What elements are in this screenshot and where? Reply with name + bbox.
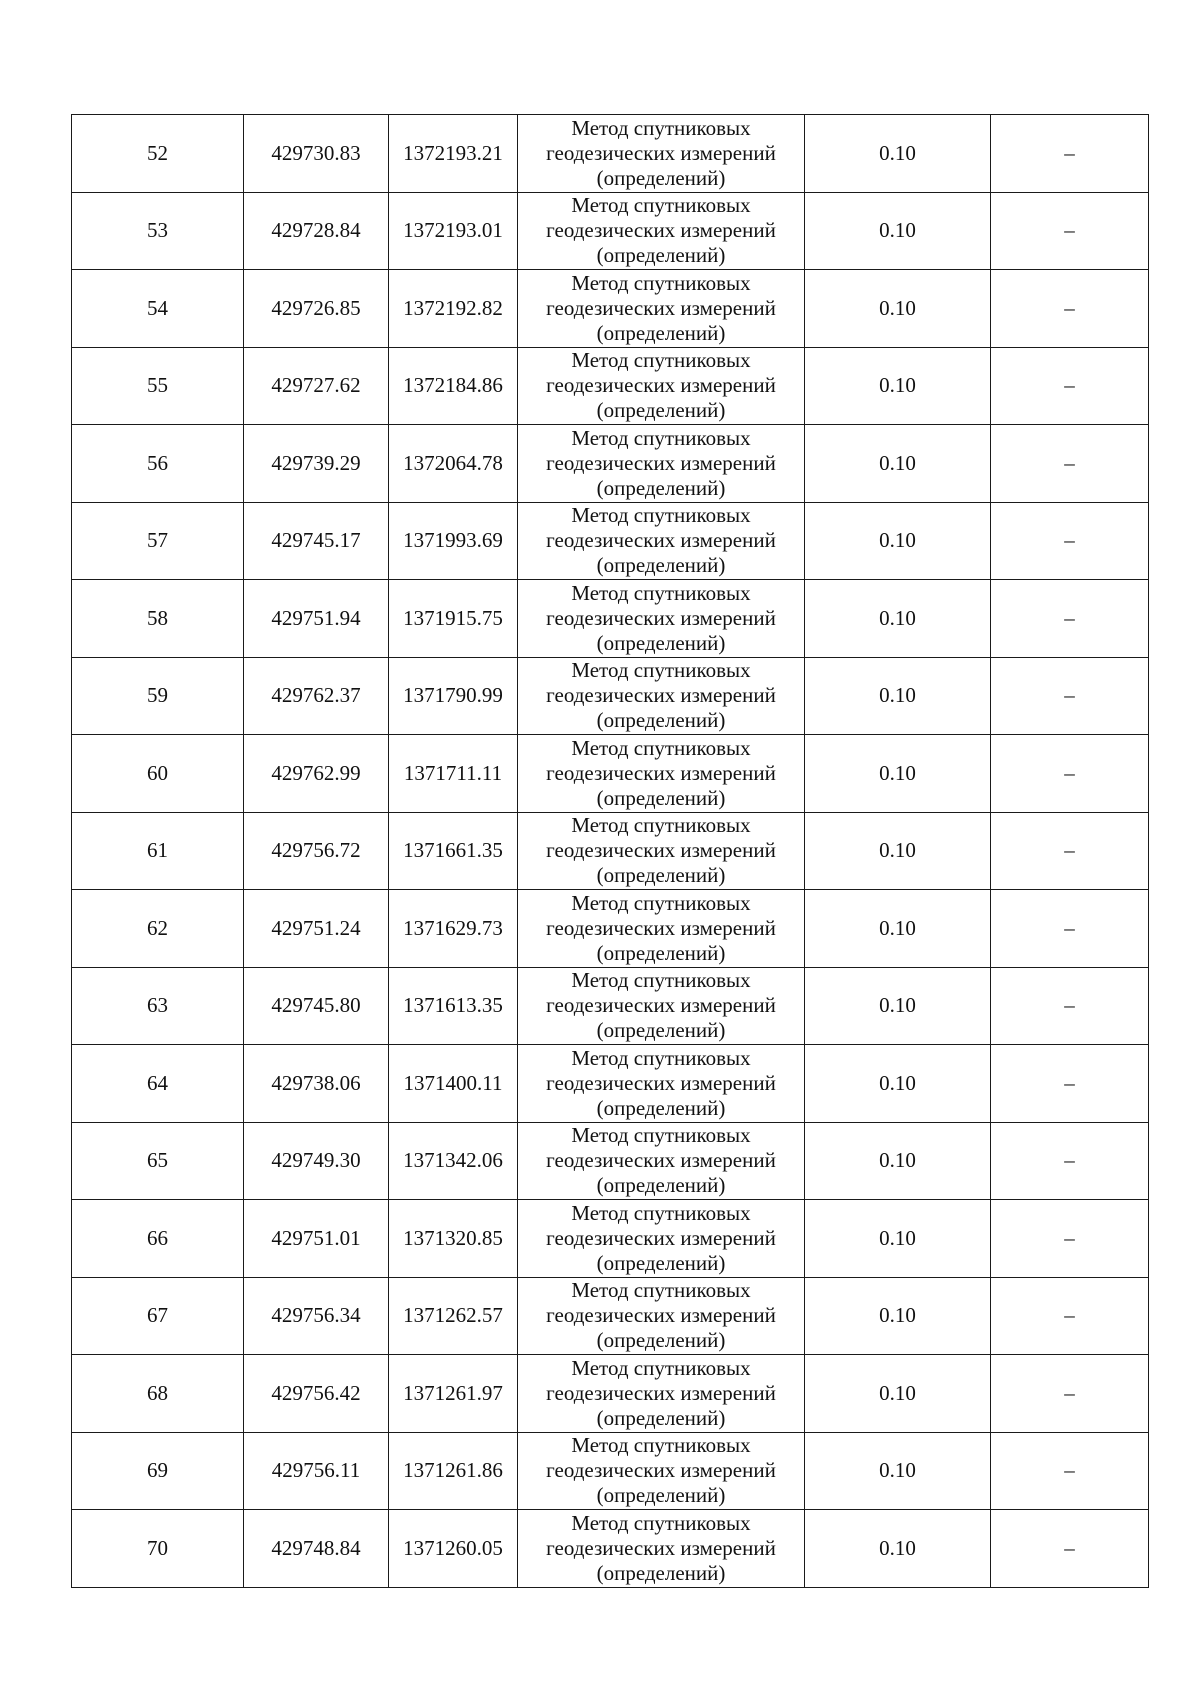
method-cell: Метод спутниковых геодезических измерений (определений): [518, 270, 805, 348]
x-coordinate-cell: 429745.80: [244, 967, 389, 1045]
point-number-cell: 68: [72, 1355, 244, 1433]
note-cell: –: [991, 192, 1149, 270]
method-cell: Метод спутниковых геодезических измерений (определений): [518, 1510, 805, 1588]
x-coordinate-cell: 429751.94: [244, 580, 389, 658]
coordinates-table: [71, 114, 1149, 1588]
x-coordinate-cell: 429762.37: [244, 657, 389, 735]
x-coordinate-cell: 429738.06: [244, 1045, 389, 1123]
y-coordinate-cell: 1372064.78: [389, 425, 518, 503]
note-cell: –: [991, 735, 1149, 813]
table-row: [72, 347, 1149, 425]
y-coordinate-cell: 1371342.06: [389, 1122, 518, 1200]
point-number-cell: 60: [72, 735, 244, 813]
method-cell: Метод спутниковых геодезических измерений (определений): [518, 812, 805, 890]
method-cell: Метод спутниковых геодезических измерений (определений): [518, 1122, 805, 1200]
point-number-cell: 65: [72, 1122, 244, 1200]
y-coordinate-cell: 1371629.73: [389, 890, 518, 968]
y-coordinate-cell: 1371320.85: [389, 1200, 518, 1278]
note-cell: –: [991, 347, 1149, 425]
y-coordinate-cell: 1371711.11: [389, 735, 518, 813]
accuracy-cell: 0.10: [805, 657, 991, 735]
method-cell: Метод спутниковых геодезических измерений (определений): [518, 192, 805, 270]
accuracy-cell: 0.10: [805, 580, 991, 658]
x-coordinate-cell: 429726.85: [244, 270, 389, 348]
method-cell: Метод спутниковых геодезических измерений (определений): [518, 1355, 805, 1433]
note-cell: –: [991, 425, 1149, 503]
x-coordinate-cell: 429730.83: [244, 115, 389, 193]
table-row: [72, 657, 1149, 735]
y-coordinate-cell: 1372184.86: [389, 347, 518, 425]
accuracy-cell: 0.10: [805, 1122, 991, 1200]
accuracy-cell: 0.10: [805, 1432, 991, 1510]
note-cell: –: [991, 1432, 1149, 1510]
y-coordinate-cell: 1372193.21: [389, 115, 518, 193]
point-number-cell: 66: [72, 1200, 244, 1278]
note-cell: –: [991, 270, 1149, 348]
y-coordinate-cell: 1371261.97: [389, 1355, 518, 1433]
x-coordinate-cell: 429727.62: [244, 347, 389, 425]
accuracy-cell: 0.10: [805, 735, 991, 813]
accuracy-cell: 0.10: [805, 890, 991, 968]
table-row: [72, 270, 1149, 348]
x-coordinate-cell: 429756.11: [244, 1432, 389, 1510]
note-cell: –: [991, 580, 1149, 658]
accuracy-cell: 0.10: [805, 115, 991, 193]
accuracy-cell: 0.10: [805, 502, 991, 580]
accuracy-cell: 0.10: [805, 812, 991, 890]
y-coordinate-cell: 1371262.57: [389, 1277, 518, 1355]
accuracy-cell: 0.10: [805, 967, 991, 1045]
point-number-cell: 56: [72, 425, 244, 503]
table-row: [72, 192, 1149, 270]
point-number-cell: 53: [72, 192, 244, 270]
point-number-cell: 52: [72, 115, 244, 193]
y-coordinate-cell: 1371613.35: [389, 967, 518, 1045]
note-cell: –: [991, 1355, 1149, 1433]
point-number-cell: 70: [72, 1510, 244, 1588]
accuracy-cell: 0.10: [805, 425, 991, 503]
method-cell: Метод спутниковых геодезических измерений (определений): [518, 1045, 805, 1123]
table-row: [72, 502, 1149, 580]
y-coordinate-cell: 1371993.69: [389, 502, 518, 580]
method-cell: Метод спутниковых геодезических измерений (определений): [518, 1432, 805, 1510]
x-coordinate-cell: 429756.42: [244, 1355, 389, 1433]
y-coordinate-cell: 1372193.01: [389, 192, 518, 270]
table-row: [72, 967, 1149, 1045]
x-coordinate-cell: 429762.99: [244, 735, 389, 813]
y-coordinate-cell: 1372192.82: [389, 270, 518, 348]
y-coordinate-cell: 1371790.99: [389, 657, 518, 735]
x-coordinate-cell: 429749.30: [244, 1122, 389, 1200]
x-coordinate-cell: 429748.84: [244, 1510, 389, 1588]
point-number-cell: 59: [72, 657, 244, 735]
accuracy-cell: 0.10: [805, 1200, 991, 1278]
method-cell: Метод спутниковых геодезических измерений (определений): [518, 580, 805, 658]
note-cell: –: [991, 890, 1149, 968]
point-number-cell: 61: [72, 812, 244, 890]
method-cell: Метод спутниковых геодезических измерений (определений): [518, 735, 805, 813]
note-cell: –: [991, 812, 1149, 890]
method-cell: Метод спутниковых геодезических измерений (определений): [518, 425, 805, 503]
accuracy-cell: 0.10: [805, 347, 991, 425]
point-number-cell: 69: [72, 1432, 244, 1510]
accuracy-cell: 0.10: [805, 1510, 991, 1588]
method-cell: Метод спутниковых геодезических измерений (определений): [518, 115, 805, 193]
table-row: [72, 890, 1149, 968]
y-coordinate-cell: 1371261.86: [389, 1432, 518, 1510]
method-cell: Метод спутниковых геодезических измерений (определений): [518, 347, 805, 425]
table-row: [72, 115, 1149, 193]
accuracy-cell: 0.10: [805, 1277, 991, 1355]
accuracy-cell: 0.10: [805, 1355, 991, 1433]
note-cell: –: [991, 1200, 1149, 1278]
method-cell: Метод спутниковых геодезических измерений (определений): [518, 657, 805, 735]
table-row: [72, 580, 1149, 658]
point-number-cell: 58: [72, 580, 244, 658]
note-cell: –: [991, 502, 1149, 580]
table-row: [72, 735, 1149, 813]
note-cell: –: [991, 115, 1149, 193]
y-coordinate-cell: 1371661.35: [389, 812, 518, 890]
table-row: [72, 1510, 1149, 1588]
table-row: [72, 1277, 1149, 1355]
note-cell: –: [991, 1045, 1149, 1123]
method-cell: Метод спутниковых геодезических измерений (определений): [518, 967, 805, 1045]
x-coordinate-cell: 429751.01: [244, 1200, 389, 1278]
note-cell: –: [991, 1122, 1149, 1200]
point-number-cell: 67: [72, 1277, 244, 1355]
note-cell: –: [991, 657, 1149, 735]
x-coordinate-cell: 429745.17: [244, 502, 389, 580]
point-number-cell: 62: [72, 890, 244, 968]
point-number-cell: 55: [72, 347, 244, 425]
y-coordinate-cell: 1371400.11: [389, 1045, 518, 1123]
table-row: [72, 812, 1149, 890]
x-coordinate-cell: 429756.72: [244, 812, 389, 890]
table-row: [72, 1200, 1149, 1278]
method-cell: Метод спутниковых геодезических измерений (определений): [518, 1200, 805, 1278]
x-coordinate-cell: 429728.84: [244, 192, 389, 270]
table-row: [72, 1355, 1149, 1433]
method-cell: Метод спутниковых геодезических измерений (определений): [518, 1277, 805, 1355]
point-number-cell: 54: [72, 270, 244, 348]
y-coordinate-cell: 1371260.05: [389, 1510, 518, 1588]
accuracy-cell: 0.10: [805, 270, 991, 348]
table-row: [72, 425, 1149, 503]
y-coordinate-cell: 1371915.75: [389, 580, 518, 658]
table-row: [72, 1432, 1149, 1510]
table-row: [72, 1122, 1149, 1200]
x-coordinate-cell: 429739.29: [244, 425, 389, 503]
point-number-cell: 64: [72, 1045, 244, 1123]
point-number-cell: 57: [72, 502, 244, 580]
x-coordinate-cell: 429751.24: [244, 890, 389, 968]
method-cell: Метод спутниковых геодезических измерений (определений): [518, 890, 805, 968]
point-number-cell: 63: [72, 967, 244, 1045]
table-body: [72, 115, 1149, 1588]
accuracy-cell: 0.10: [805, 1045, 991, 1123]
note-cell: –: [991, 1277, 1149, 1355]
accuracy-cell: 0.10: [805, 192, 991, 270]
note-cell: –: [991, 1510, 1149, 1588]
note-cell: –: [991, 967, 1149, 1045]
x-coordinate-cell: 429756.34: [244, 1277, 389, 1355]
method-cell: Метод спутниковых геодезических измерений (определений): [518, 502, 805, 580]
table-row: [72, 1045, 1149, 1123]
